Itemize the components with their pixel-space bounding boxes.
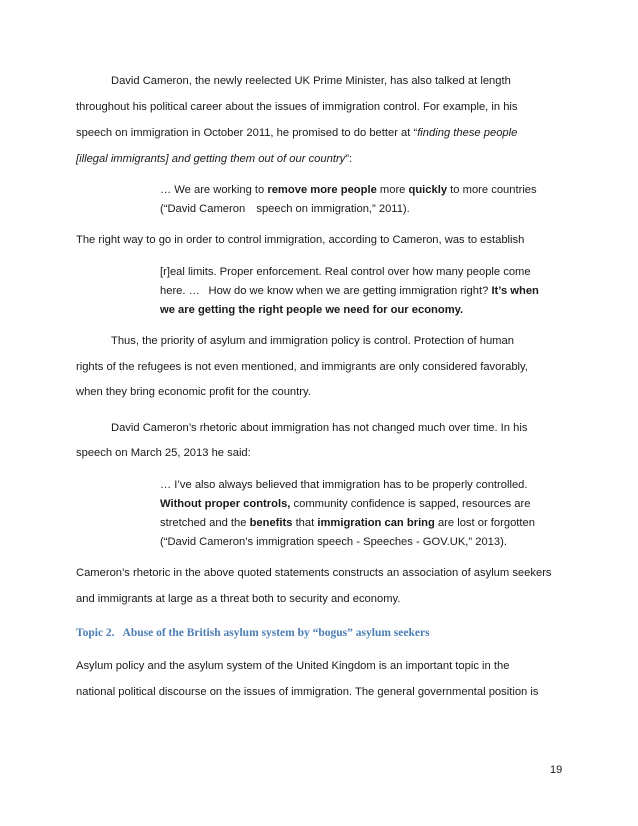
paragraph-5-line-2: and immigrants at large as a threat both to security and economy. (76, 593, 401, 605)
paragraph-3-line-2: rights of the refugees is not even mentioned, and immigrants are only considered favorably, (76, 361, 528, 373)
quote-3-citation: (“David Cameron’s immigration speech - Speeches - GOV.UK,” 2013). (160, 536, 507, 548)
paragraph-4-line-1: David Cameron’s rhetoric about immigration has not changed much over time. In his (111, 422, 528, 434)
quote-2-line-3: we are getting the right people we need for our economy. (160, 304, 464, 316)
paragraph-1-line-2: throughout his political career about the issues of immigration control. For example, in his (76, 101, 518, 113)
paragraph-5-line-1: Cameron’s rhetoric in the above quoted statements constructs an association of asylum seekers (76, 567, 552, 579)
paragraph-3-line-1: Thus, the priority of asylum and immigration policy is control. Protection of human (111, 335, 514, 347)
paragraph-1-line-3: speech on immigration in October 2011, he promised to do better at “finding these people (76, 127, 518, 139)
quote-2-line-1: [r]eal limits. Proper enforcement. Real control over how many people come (160, 266, 531, 278)
paragraph-4-line-2: speech on March 25, 2013 he said: (76, 447, 251, 459)
paragraph-1-line-4: [illegal immigrants] and getting them out of our country”: (76, 153, 353, 165)
paragraph-2-line-1: The right way to go in order to control immigration, according to Cameron, was to establish (76, 234, 525, 246)
quote-1-line-1: … We are working to remove more people more quickly to more countries (160, 184, 537, 196)
quote-1-citation: (“David Cameron speech on immigration,” 2011). (160, 203, 410, 215)
paragraph-3-line-3: when they bring economic profit for the country. (76, 386, 311, 398)
paragraph-1-line-1: David Cameron, the newly reelected UK Prime Minister, has also talked at length (111, 75, 511, 87)
page-number: 19 (550, 764, 563, 776)
quote-3-line-1: … I’ve also always believed that immigration has to be properly controlled. (160, 479, 528, 491)
paragraph-6-line-2: national political discourse on the issues of immigration. The general governmental position is (76, 686, 539, 698)
paragraph-6-line-1: Asylum policy and the asylum system of the United Kingdom is an important topic in the (76, 660, 510, 672)
quote-2-line-2: here. … How do we know when we are getting immigration right? It’s when (160, 285, 539, 297)
quote-3-line-3: stretched and the benefits that immigration can bring are lost or forgotten (160, 517, 535, 529)
section-heading: Topic 2. Abuse of the British asylum system by “bogus” asylum seekers (76, 627, 430, 639)
quote-3-line-2: Without proper controls, community confidence is sapped, resources are (160, 498, 531, 510)
